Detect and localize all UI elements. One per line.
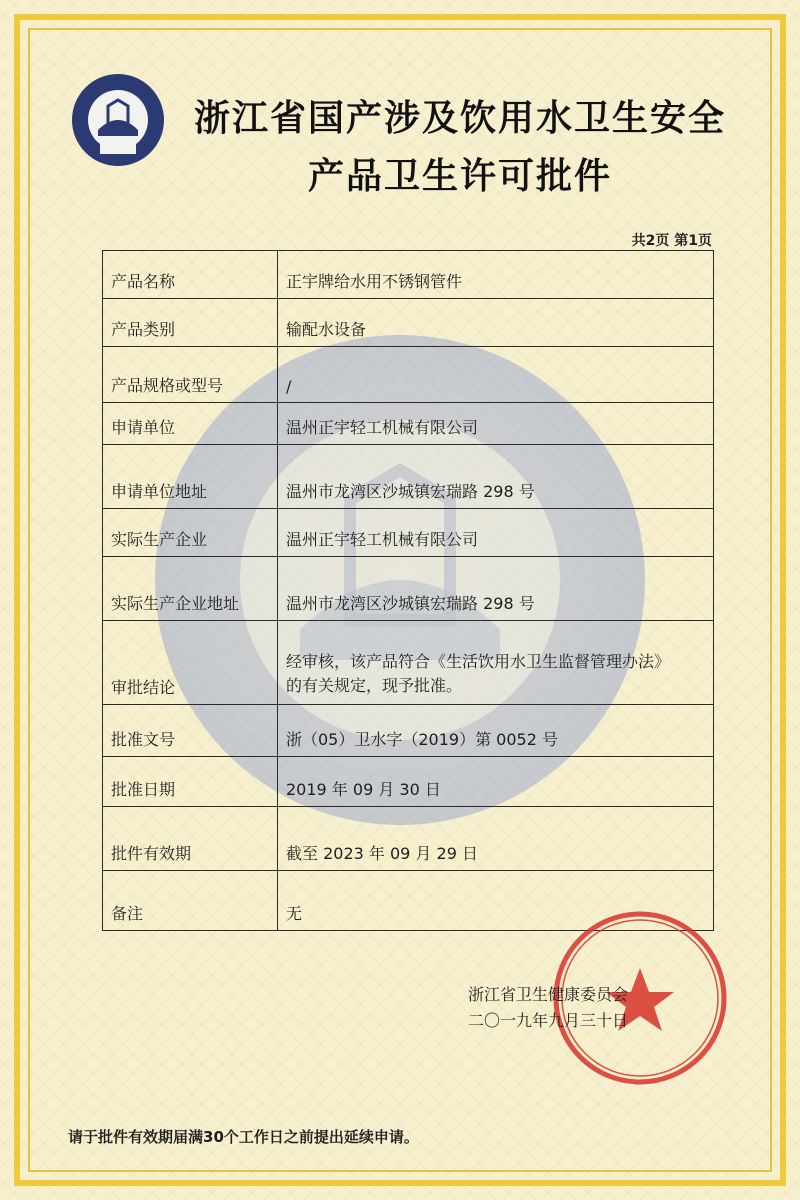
conclusion-line1: 经审核，该产品符合《生活饮用水卫生监督管理办法》 (286, 652, 671, 671)
page-info: 共2页 第1页 (631, 233, 712, 249)
table-row (103, 705, 714, 757)
row-label: 批件有效期 (103, 807, 278, 871)
row-value: 浙（05）卫水字（2019）第 0052 号 (278, 705, 714, 757)
row-value: 温州市龙湾区沙城镇宏瑞路 298 号 (278, 445, 714, 509)
issuer-block (468, 982, 628, 1034)
document-title-line2: 产品卫生许可批件 (307, 156, 612, 197)
row-label: 申请单位地址 (103, 445, 278, 509)
row-value: 正宇牌给水用不锈钢管件 (278, 251, 714, 299)
row-value: / (278, 347, 714, 403)
row-label: 产品规格或型号 (103, 347, 278, 403)
table-row (103, 621, 714, 705)
table-row (103, 403, 714, 445)
table-row (103, 509, 714, 557)
table-row (103, 299, 714, 347)
row-value: 温州正宇轻工机械有限公司 (278, 403, 714, 445)
row-value: 无 (278, 871, 714, 931)
row-label: 实际生产企业 (103, 509, 278, 557)
row-value (278, 621, 714, 705)
row-label: 申请单位 (103, 403, 278, 445)
issue-date: 二〇一九年九月三十日 (468, 1011, 629, 1030)
row-value: 温州市龙湾区沙城镇宏瑞路 298 号 (278, 557, 714, 621)
certificate-table (102, 250, 714, 931)
table-row (103, 807, 714, 871)
table-row (103, 757, 714, 807)
row-label: 产品类别 (103, 299, 278, 347)
row-label: 批准文号 (103, 705, 278, 757)
row-label: 批准日期 (103, 757, 278, 807)
issuer-name: 浙江省卫生健康委员会 (468, 985, 629, 1004)
table-row (103, 445, 714, 509)
footnote: 请于批件有效期届满30个工作日之前提出延续申请。 (68, 1128, 419, 1146)
row-label: 审批结论 (103, 621, 278, 705)
row-label: 实际生产企业地址 (103, 557, 278, 621)
table-row (103, 251, 714, 299)
row-value: 输配水设备 (278, 299, 714, 347)
row-value: 2019 年 09 月 30 日 (278, 757, 714, 807)
row-label: 备注 (103, 871, 278, 931)
row-value: 温州正宇轻工机械有限公司 (278, 509, 714, 557)
document-title-line1: 浙江省国产涉及饮用水卫生安全 (193, 98, 726, 139)
row-value: 截至 2023 年 09 月 29 日 (278, 807, 714, 871)
table-row (103, 557, 714, 621)
table-row (103, 347, 714, 403)
conclusion-line2: 的有关规定，现予批准。 (286, 676, 463, 695)
health-inspection-emblem-icon (70, 72, 166, 168)
row-label: 产品名称 (103, 251, 278, 299)
